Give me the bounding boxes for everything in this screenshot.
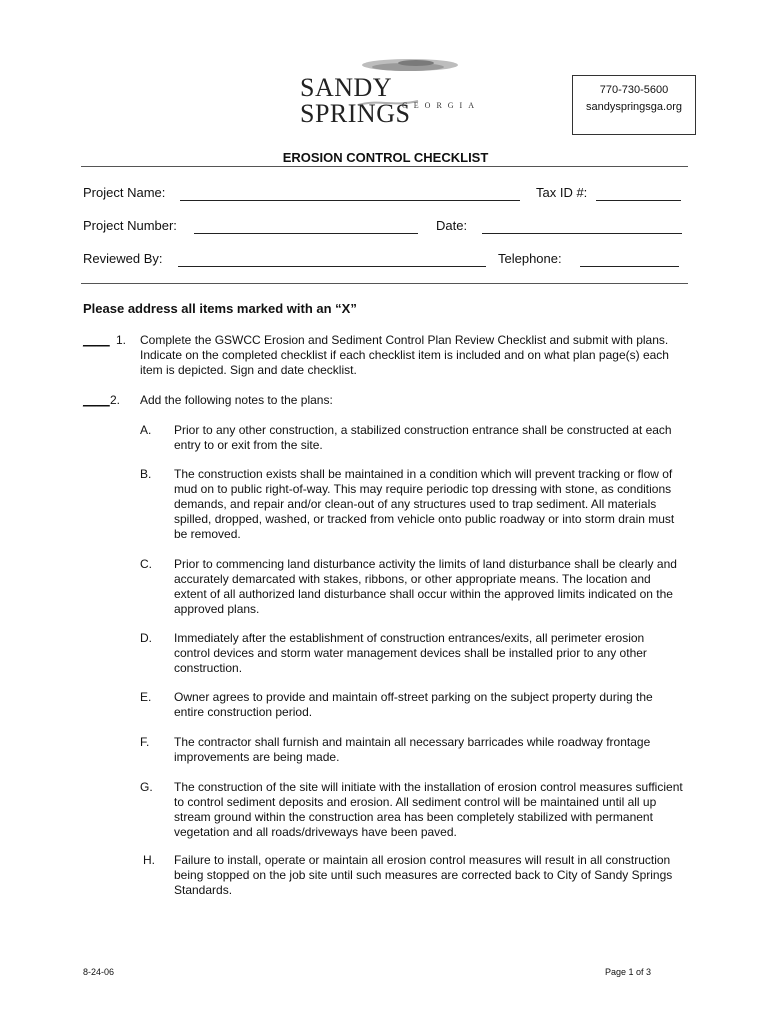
telephone-label: Telephone: (498, 251, 562, 266)
contact-box (572, 75, 696, 135)
city-logo (298, 55, 480, 128)
date-label: Date: (436, 218, 468, 233)
date-field[interactable] (482, 233, 682, 234)
footer-date: 8-24-06 (83, 967, 115, 977)
tax-id-field[interactable] (596, 200, 681, 201)
item-1-blank[interactable]: ____ (83, 333, 110, 347)
note-g-letter: G. (140, 780, 153, 794)
logo-subtitle: GEORGIA (402, 101, 480, 110)
note-f-text: The contractor shall furnish and maintain all necessary barricades while roadway frontage improvements are being made. (174, 735, 651, 764)
reviewed-by-label: Reviewed By: (83, 251, 163, 266)
note-c-text: Prior to commencing land disturbance activity the limits of land disturbance shall be clearly and accurately demarcated with stakes, ribbons, or other appropriate means. The location and extent of all authorized land disturbance shall occur within the approved limits indicated on the approved plans. (174, 557, 677, 616)
reviewed-by-field[interactable] (178, 266, 486, 267)
tax-id-label: Tax ID #: (536, 185, 588, 200)
note-h-text: Failure to install, operate or maintain all erosion control measures will result in all construction being stopped on the job site until such measures are corrected back to City of Sandy Springs Standards. (174, 853, 673, 897)
footer-page-number: Page 1 of 3 (605, 967, 652, 977)
item-1-number: 1. (116, 333, 127, 347)
note-b-text: The construction exists shall be maintained in a condition which will prevent tracking or flow of mud on to public right-of-way. This may require periodic top dressing with stone, as conditions demands, and repair and/or clean-out of any structures used to trap sediment. All materials spilled, dropped, washed, or tracked from vehicle onto public roadway or into storm drain must be removed. (174, 467, 675, 541)
note-d-letter: D. (140, 631, 152, 645)
note-g-text: The construction of the site will initiate with the installation of erosion control measures sufficient to control sediment deposits and erosion. All sediment control will be maintained until all up stream ground within the construction area has been completely stabilized with permanent vegetation and all roads/driveways have been paved. (174, 780, 683, 839)
logo-wordmark: SANDY SPRINGS (300, 73, 411, 128)
item-2-blank[interactable]: ____ (83, 393, 110, 407)
title-divider (81, 166, 688, 167)
note-d-text: Immediately after the establishment of construction entrances/exits, all perimeter erosion control devices and storm water management devices shall be installed prior to any other construction. (174, 631, 647, 675)
item-2-number: 2. (110, 393, 121, 407)
project-number-label: Project Number: (83, 218, 177, 233)
project-name-label: Project Name: (83, 185, 166, 200)
note-b-letter: B. (140, 467, 152, 481)
note-a-text: Prior to any other construction, a stabilized construction entrance shall be constructed at each entry to or exit from the site. (174, 423, 672, 452)
page-title: EROSION CONTROL CHECKLIST (282, 150, 489, 165)
fields-divider (81, 283, 688, 284)
item-1-text: Complete the GSWCC Erosion and Sediment Control Plan Review Checklist and submit with plans. Indicate on the completed checklist if each checklist item is included and on what plan page(s) each item is depicted. Sign and date checklist. (140, 333, 669, 377)
contact-website: sandyspringsga.org (585, 101, 682, 113)
note-h-letter: H. (143, 853, 155, 867)
note-f-letter: F. (140, 735, 150, 749)
item-2-text: Add the following notes to the plans: (140, 393, 333, 407)
contact-phone: 770-730-5600 (599, 84, 669, 96)
project-number-field[interactable] (194, 233, 418, 234)
instruction-heading: Please address all items marked with an “X” (83, 301, 357, 316)
note-e-letter: E. (140, 690, 152, 704)
telephone-field[interactable] (580, 266, 679, 267)
note-a-letter: A. (140, 423, 152, 437)
note-c-letter: C. (140, 557, 152, 571)
project-name-field[interactable] (180, 200, 520, 201)
note-e-text: Owner agrees to provide and maintain off-street parking on the subject property during the entire construction period. (174, 690, 653, 719)
